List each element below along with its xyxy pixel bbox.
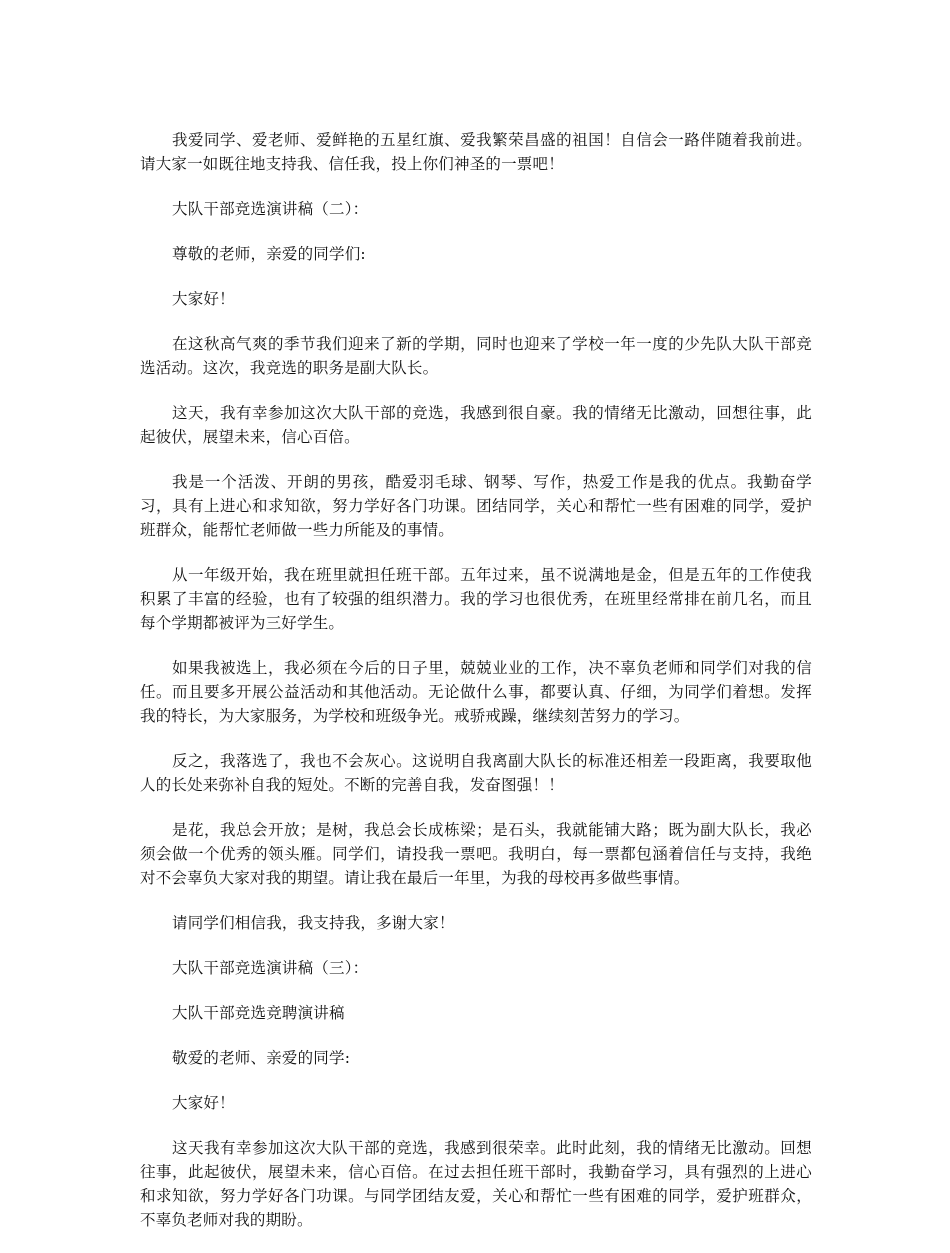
paragraph: 在这秋高气爽的季节我们迎来了新的学期，同时也迎来了学校一年一度的少先队大队干部竞选活动。这次，我竞选的职务是副大队长。 [140, 335, 812, 377]
paragraph: 我爱同学、爱老师、爱鲜艳的五星红旗、爱我繁荣昌盛的祖国！自信会一路伴随着我前进。请大家一如既往地支持我、信任我，投上你们神圣的一票吧！ [140, 131, 812, 173]
paragraph: 这天我有幸参加这次大队干部的竞选，我感到很荣幸。此时此刻，我的情绪无比激动。回想往事，此起彼伏，展望未来，信心百倍。在过去担任班干部时，我勤奋学习，具有强烈的上进心和求知欲，努力学好各门功课。与同学团结友爱，关心和帮忙一些有困难的同学，爱护班群众，不辜负老师对我的期盼。 [140, 1139, 812, 1229]
closing-line: 请同学们相信我，我支持我，多谢大家！ [172, 914, 455, 932]
document-body [140, 128, 812, 1253]
paragraph: 这天，我有幸参加这次大队干部的竞选，我感到很自豪。我的情绪无比激动，回想往事，此起彼伏，展望未来，信心百倍。 [140, 404, 812, 446]
paragraph: 我是一个活泼、开朗的男孩，酷爱羽毛球、钢琴、写作，热爱工作是我的优点。我勤奋学习，具有上进心和求知欲，努力学好各门功课。团结同学，关心和帮忙一些有困难的同学，爱护班群众，能帮忙老师做一些力所能及的事情。 [140, 473, 812, 539]
subtitle: 大队干部竞选竞聘演讲稿 [172, 1004, 345, 1022]
paragraph: 从一年级开始，我在班里就担任班干部。五年过来，虽不说满地是金，但是五年的工作使我积累了丰富的经验，也有了较强的组织潜力。我的学习也很优秀，在班里经常排在前几名，而且每个学期都被评为三好学生。 [140, 566, 812, 632]
paragraph: 是花，我总会开放；是树，我总会长成栋梁；是石头，我就能铺大路；既为副大队长，我必须会做一个优秀的领头雁。同学们，请投我一票吧。我明白，每一票都包涵着信任与支持，我绝对不会辜负大家对我的期望。请让我在最后一年里，为我的母校再多做些事情。 [140, 821, 812, 887]
paragraph: 反之，我落选了，我也不会灰心。这说明自我离副大队长的标准还相差一段距离，我要取他人的长处来弥补自我的短处。不断的完善自我，发奋图强！！ [140, 752, 812, 794]
salutation: 敬爱的老师、亲爱的同学: [172, 1049, 351, 1067]
greeting: 大家好！ [172, 290, 235, 308]
greeting: 大家好！ [172, 1094, 235, 1112]
section-heading: 大队干部竞选演讲稿（三）： [172, 959, 369, 977]
section-heading: 大队干部竞选演讲稿（二）： [172, 200, 369, 218]
salutation: 尊敬的老师，亲爱的同学们: [172, 245, 366, 263]
paragraph: 如果我被选上，我必须在今后的日子里，兢兢业业的工作，决不辜负老师和同学们对我的信任。而且要多开展公益活动和其他活动。无论做什么事，都要认真、仔细，为同学们着想。发挥我的特长，为大家服务，为学校和班级争光。戒骄戒躁，继续刻苦努力的学习。 [140, 659, 812, 725]
